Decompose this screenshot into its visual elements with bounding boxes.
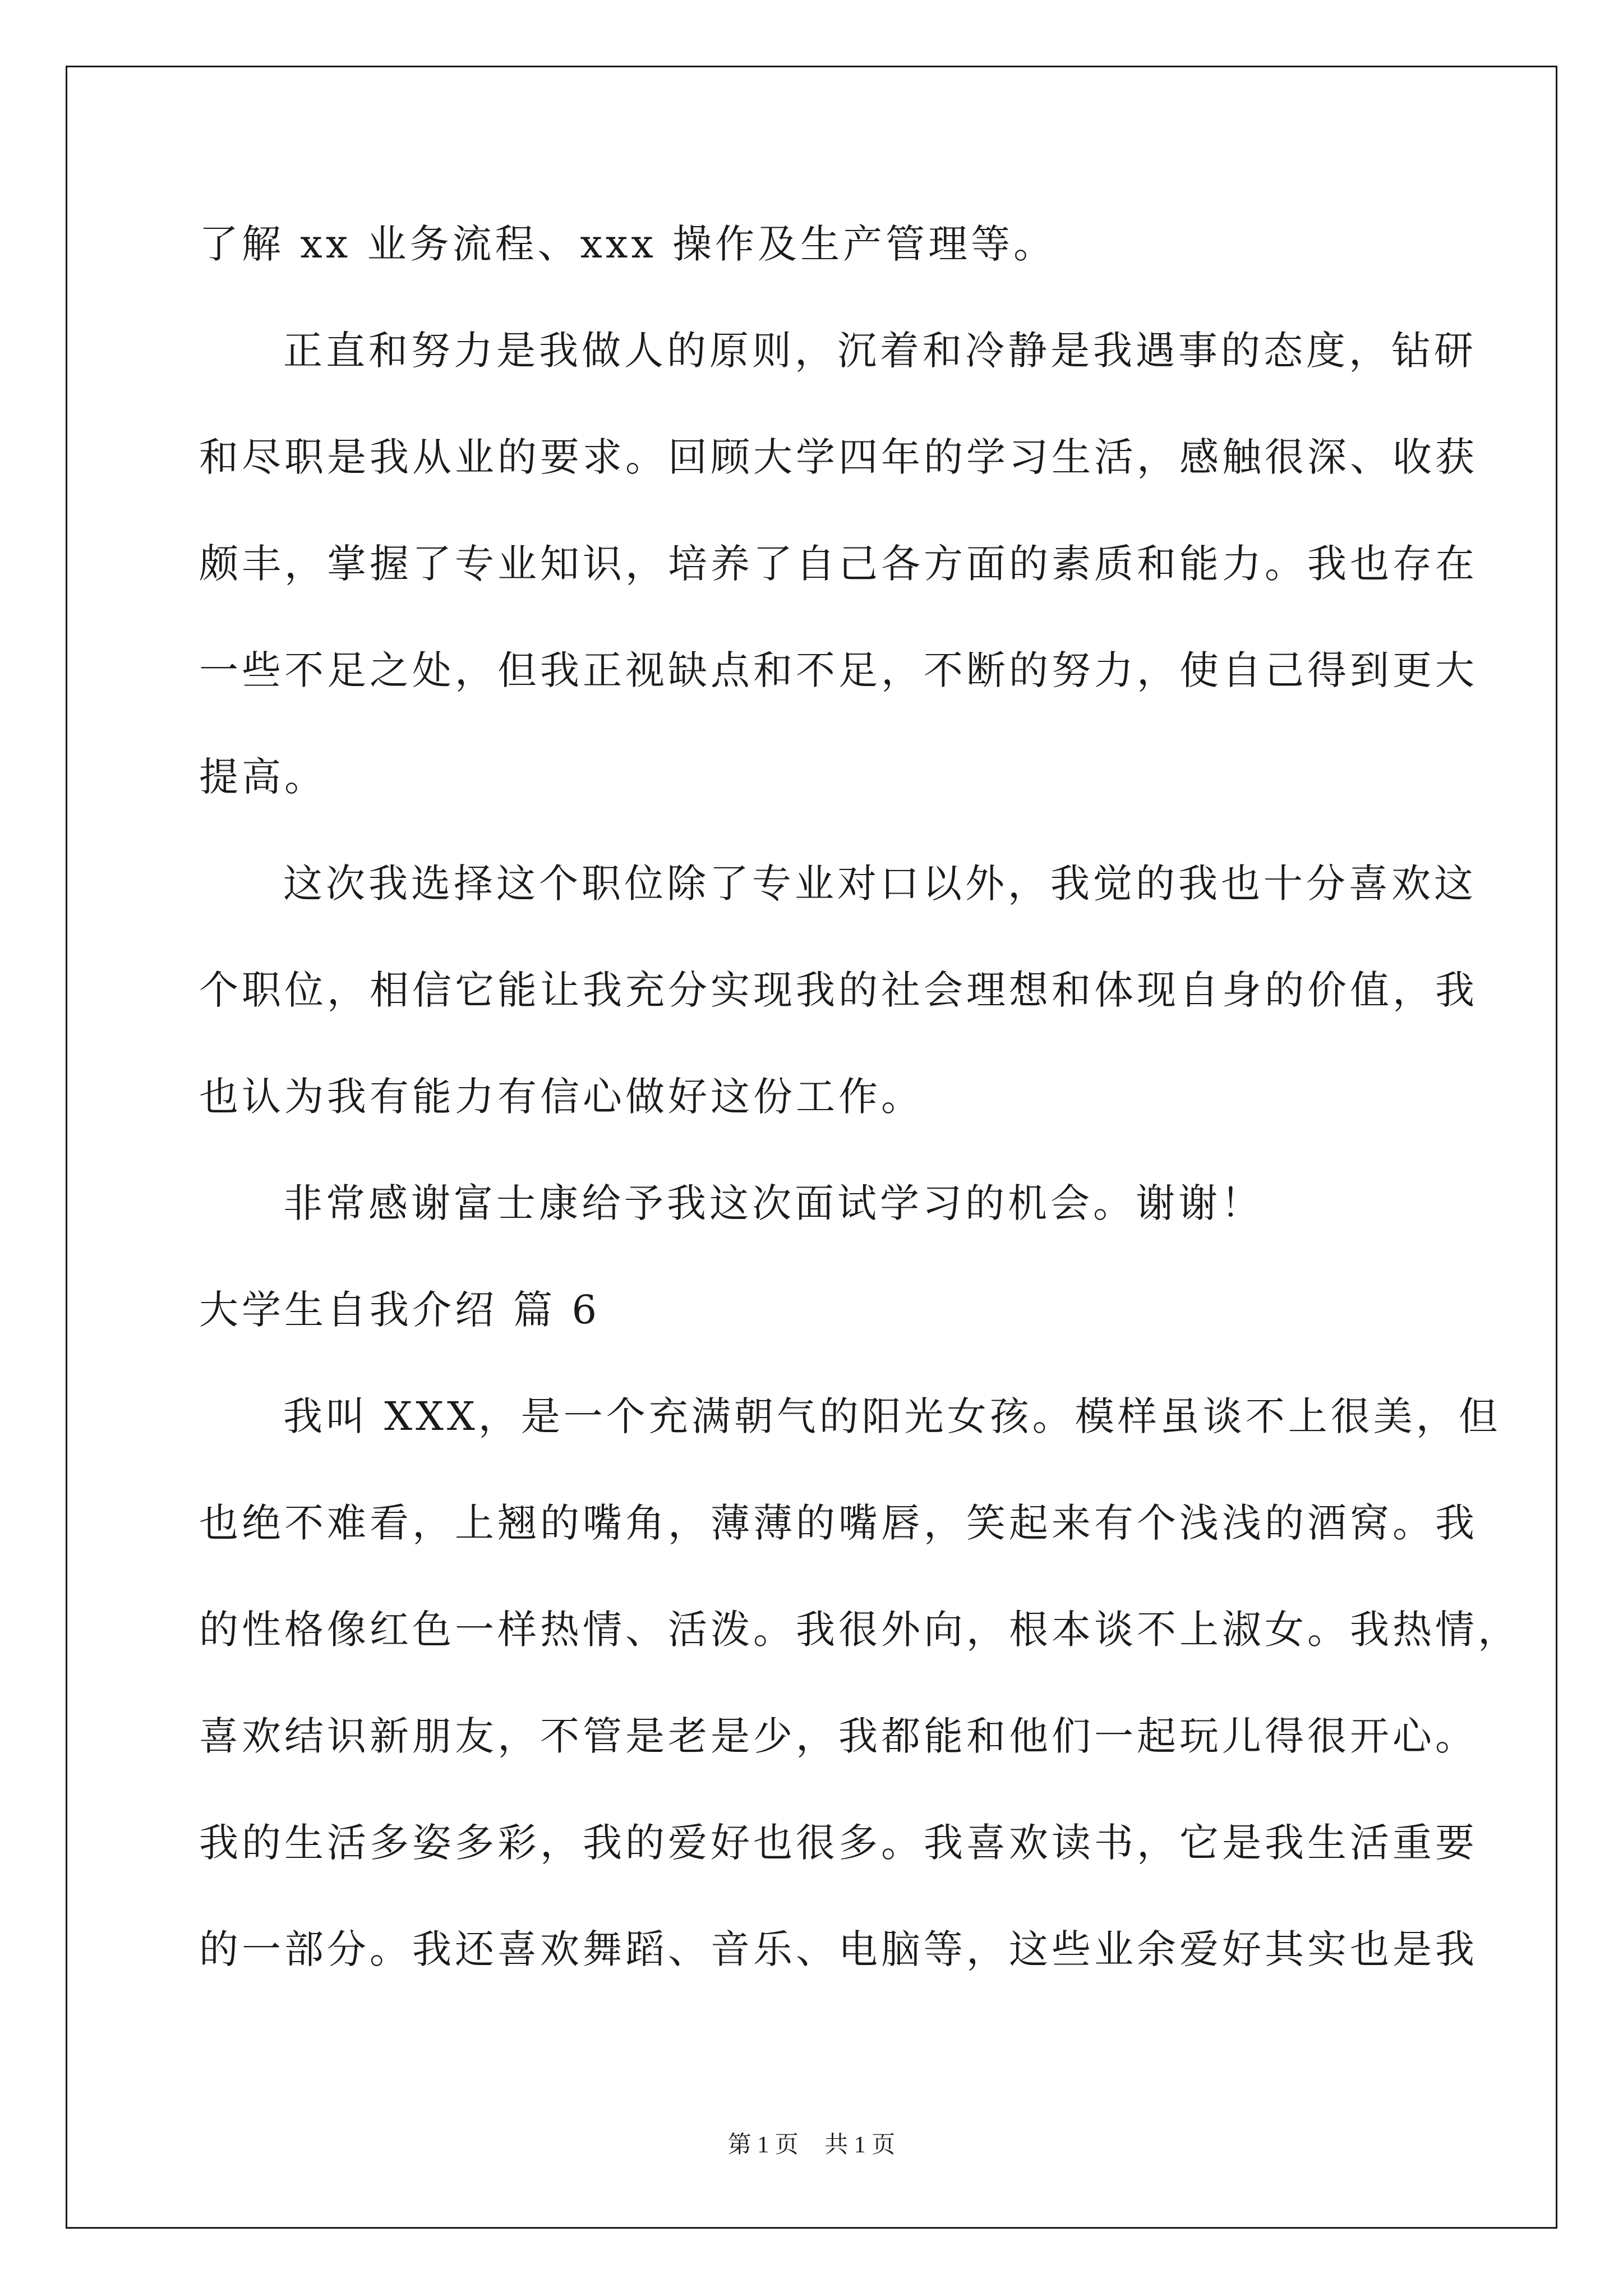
paragraph-start-line: 我叫 XXX，是一个充满朝气的阳光女孩。模样虽谈不上很美，但 — [283, 1393, 1501, 1439]
text-line-6: 提高。 — [199, 754, 327, 800]
page-number: 第 1 页 — [727, 2132, 799, 2158]
page-border — [66, 66, 1557, 2229]
text-line-1: 了解 xx 业务流程、xxx 操作及生产管理等。 — [199, 221, 1057, 267]
section-heading: 大学生自我介绍 篇 6 — [199, 1287, 601, 1333]
page-total: 共 1 页 — [824, 2132, 896, 2158]
text-line-3: 和尽职是我从业的要求。回顾大学四年的学习生活，感触很深、收获 — [199, 434, 1478, 480]
text-line-4: 颇丰，掌握了专业知识，培养了自己各方面的素质和能力。我也存在 — [199, 541, 1478, 587]
paragraph-start-line: 非常感谢富士康给予我这次面试学习的机会。谢谢！ — [283, 1180, 1264, 1226]
text-line-8: 个职位，相信它能让我充分实现我的社会理想和体现自身的价值，我 — [199, 967, 1478, 1013]
text-line-5: 一些不足之处，但我正视缺点和不足，不断的努力，使自己得到更大 — [199, 647, 1478, 693]
text-line-14: 的性格像红色一样热情、活泼。我很外向，根本谈不上淑女。我热情， — [199, 1607, 1520, 1653]
text-line-9: 也认为我有能力有信心做好这份工作。 — [199, 1074, 924, 1120]
text-line-13: 也绝不难看，上翘的嘴角，薄薄的嘴唇，笑起来有个浅浅的酒窝。我 — [199, 1500, 1478, 1546]
text-line-17: 的一部分。我还喜欢舞蹈、音乐、电脑等，这些业余爱好其实也是我 — [199, 1926, 1478, 1972]
paragraph-start-line: 正直和努力是我做人的原则，沉着和冷静是我遇事的态度，钻研 — [283, 328, 1477, 374]
text-line-15: 喜欢结识新朋友，不管是老是少，我都能和他们一起玩儿得很开心。 — [199, 1713, 1478, 1759]
text-line-16: 我的生活多姿多彩，我的爱好也很多。我喜欢读书，它是我生活重要 — [199, 1820, 1478, 1866]
paragraph-start-line: 这次我选择这个职位除了专业对口以外，我觉的我也十分喜欢这 — [283, 861, 1477, 907]
page-footer — [0, 2126, 1623, 2160]
